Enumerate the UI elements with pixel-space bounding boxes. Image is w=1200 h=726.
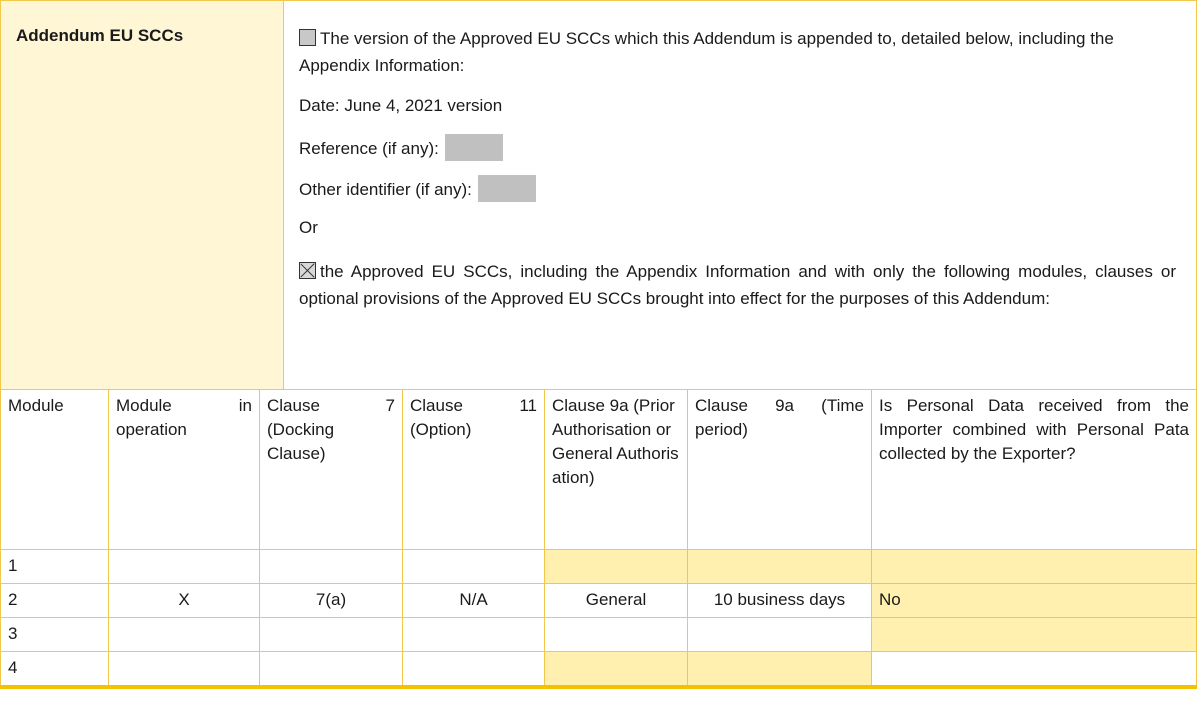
cell-personal-data-combined[interactable] xyxy=(872,618,1197,652)
table-row xyxy=(1,618,1197,652)
cell-module: 2 xyxy=(1,584,109,618)
cell-clause-11[interactable] xyxy=(403,550,545,584)
table-row xyxy=(1,584,1197,618)
cell-clause-9a-time-period[interactable] xyxy=(688,618,872,652)
date-line: Date: June 4, 2021 version xyxy=(299,96,503,115)
cell-module: 4 xyxy=(1,652,109,688)
cell-personal-data-combined[interactable]: No xyxy=(872,584,1197,618)
reference-label: Reference (if any): xyxy=(299,139,439,158)
cell-personal-data-combined[interactable] xyxy=(872,550,1197,584)
addendum-content-cell xyxy=(284,1,1197,390)
reference-line xyxy=(299,134,1176,162)
cell-clause-9a-time-period[interactable]: 10 business days xyxy=(688,584,872,618)
header-clause-7: Clause 7 (Docking Clause) xyxy=(260,390,403,550)
cell-clause-9a-authorisation[interactable] xyxy=(545,652,688,688)
cell-clause-11[interactable]: N/A xyxy=(403,584,545,618)
header-module: Module xyxy=(1,390,109,550)
option-1 xyxy=(299,25,1176,79)
cell-clause-7[interactable] xyxy=(260,550,403,584)
option-2-checkbox-icon[interactable] xyxy=(299,262,316,279)
option-1-text: The version of the Approved EU SCCs which this Addendum is appended to, detailed below, including the Appendix Information: xyxy=(299,29,1114,75)
modules-table xyxy=(0,389,1197,689)
option-2 xyxy=(299,258,1176,312)
option-1-checkbox-icon[interactable] xyxy=(299,29,316,46)
other-identifier-field[interactable] xyxy=(478,175,536,202)
cell-clause-9a-authorisation[interactable]: General xyxy=(545,584,688,618)
or-text: Or xyxy=(299,218,318,237)
cell-module: 3 xyxy=(1,618,109,652)
header-clause-11: Clause 11 (Option) xyxy=(403,390,545,550)
cell-personal-data-combined[interactable] xyxy=(872,652,1197,688)
cell-clause-9a-authorisation[interactable] xyxy=(545,618,688,652)
cell-in-operation[interactable] xyxy=(109,652,260,688)
addendum-label: Addendum EU SCCs xyxy=(16,26,184,45)
cell-module: 1 xyxy=(1,550,109,584)
cell-clause-11[interactable] xyxy=(403,652,545,688)
header-module-in-operation: Module in operation xyxy=(109,390,260,550)
table-header-row xyxy=(1,390,1197,550)
cell-in-operation[interactable] xyxy=(109,618,260,652)
other-identifier-line xyxy=(299,175,1176,203)
option-2-text: the Approved EU SCCs, including the Appendix Information and with only the following modules, clauses or optional provisions of the Approved EU SCCs brought into effect for the purposes of this Addendum: xyxy=(299,262,1176,308)
other-identifier-label: Other identifier (if any): xyxy=(299,180,472,199)
header-personal-data-combined: Is Personal Data received from the Importer combined with Personal Pata collected by the Exporter? xyxy=(872,390,1197,550)
table-row xyxy=(1,652,1197,688)
header-clause-9a-authorisation: Clause 9a (Prior Authorisation or General Authorisation) xyxy=(545,390,688,550)
cell-clause-11[interactable] xyxy=(403,618,545,652)
cell-in-operation[interactable]: X xyxy=(109,584,260,618)
reference-field[interactable] xyxy=(445,134,503,161)
header-clause-9a-time-period: Clause 9a (Time period) xyxy=(688,390,872,550)
cell-clause-9a-authorisation[interactable] xyxy=(545,550,688,584)
cell-in-operation[interactable] xyxy=(109,550,260,584)
cell-clause-7[interactable]: 7(a) xyxy=(260,584,403,618)
cell-clause-9a-time-period[interactable] xyxy=(688,550,872,584)
cell-clause-7[interactable] xyxy=(260,652,403,688)
cell-clause-9a-time-period[interactable] xyxy=(688,652,872,688)
addendum-label-cell xyxy=(1,1,284,390)
cell-clause-7[interactable] xyxy=(260,618,403,652)
table-row xyxy=(1,550,1197,584)
